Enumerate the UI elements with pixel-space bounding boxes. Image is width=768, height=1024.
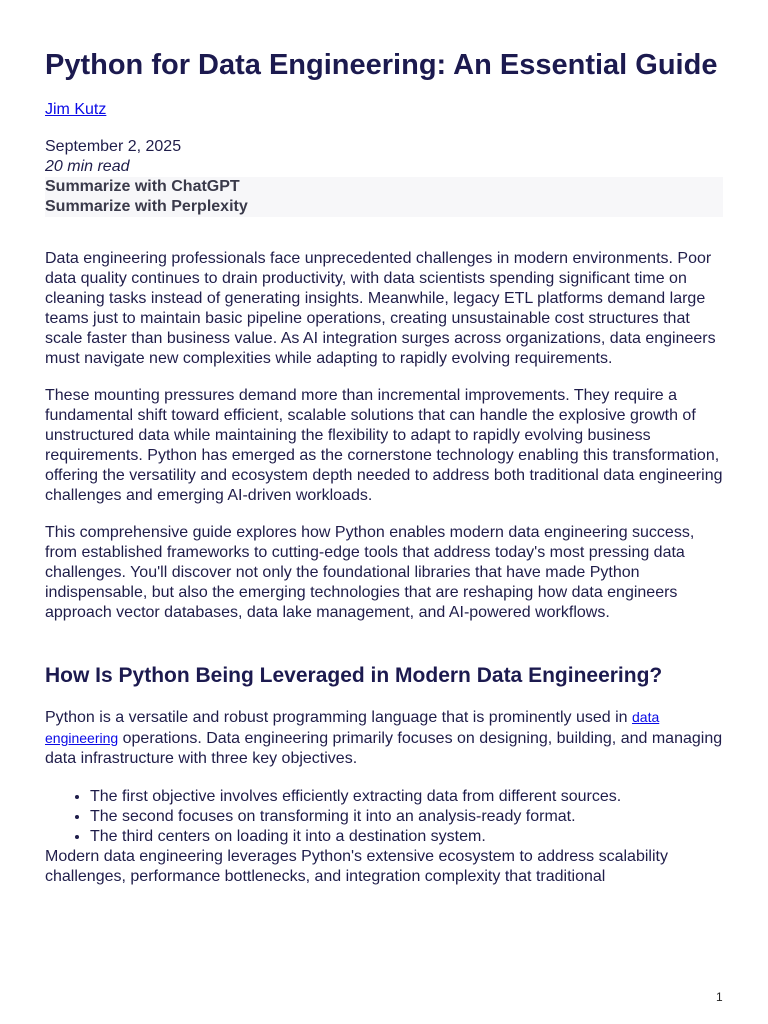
- intro-paragraph-2: These mounting pressures demand more than incremental improvements. They require a fundamental shift toward efficient, scalable solutions that can handle the explosive growth of unstructured data while maintaining the flexibility to adapt to rapidly evolving business requirements. Python has emerged as the cornerstone technology enabling this transformation, offering the versatility and ecosystem depth needed to address both traditional data engineering challenges and emerging AI-driven workloads.: [45, 387, 723, 504]
- summarize-perplexity-button[interactable]: Summarize with Perplexity: [45, 197, 723, 217]
- publish-date: September 2, 2025: [45, 138, 182, 155]
- article-meta: [45, 137, 725, 217]
- article-body: [45, 249, 725, 887]
- summarize-chatgpt-button[interactable]: Summarize with ChatGPT: [45, 177, 723, 197]
- list-item: • The third centers on loading it into a destination system.: [90, 827, 725, 847]
- intro-paragraph-1: Data engineering professionals face unprecedented challenges in modern environments. Poor data quality continues to drain productivity, with data scientists spending significant time on cleaning tasks instead of generating insights. Meanwhile, legacy ETL platforms demand large teams just to maintain basic pipeline operations, creating unsustainable cost structures that scale faster than business value. As AI integration surges across organizations, data engineers must navigate new complexities while adapting to rapidly evolving requirements.: [45, 250, 716, 367]
- data-engineering-link[interactable]: data engineering: [45, 709, 660, 746]
- article: [45, 48, 725, 904]
- read-time: 20 min read: [45, 158, 130, 175]
- section-paragraph-end: operations. Data engineering primarily focuses on designing, building, and managing data infrastructure with three key objectives.: [45, 730, 723, 767]
- section-paragraph-start: Python is a versatile and robust programming language that is prominently used in: [45, 709, 632, 726]
- author-line: [45, 100, 725, 120]
- page-number: 1: [716, 990, 723, 1004]
- section-paragraph: [45, 707, 725, 769]
- after-list-paragraph: Modern data engineering leverages Python's extensive ecosystem to address scalability challenges, performance bottlenecks, and integration complexity that traditional: [45, 848, 668, 885]
- section-heading: How Is Python Being Leveraged in Modern Data Engineering?: [45, 664, 663, 687]
- list-item: • The second focuses on transforming it into an analysis-ready format.: [90, 807, 725, 827]
- intro-paragraph-3: This comprehensive guide explores how Python enables modern data engineering success, from established frameworks to cutting-edge tools that address today's most pressing data challenges. You'll discover not only the foundational libraries that have made Python indispensable, but also the emerging technologies that are reshaping how data engineers approach vector databases, data lake management, and AI-powered workflows.: [45, 524, 695, 621]
- article-title: Python for Data Engineering: An Essential Guide: [45, 49, 718, 81]
- list-item: • The first objective involves efficiently extracting data from different sources.: [90, 787, 725, 807]
- author-link[interactable]: Jim Kutz: [45, 101, 107, 118]
- objectives-list: [45, 787, 725, 847]
